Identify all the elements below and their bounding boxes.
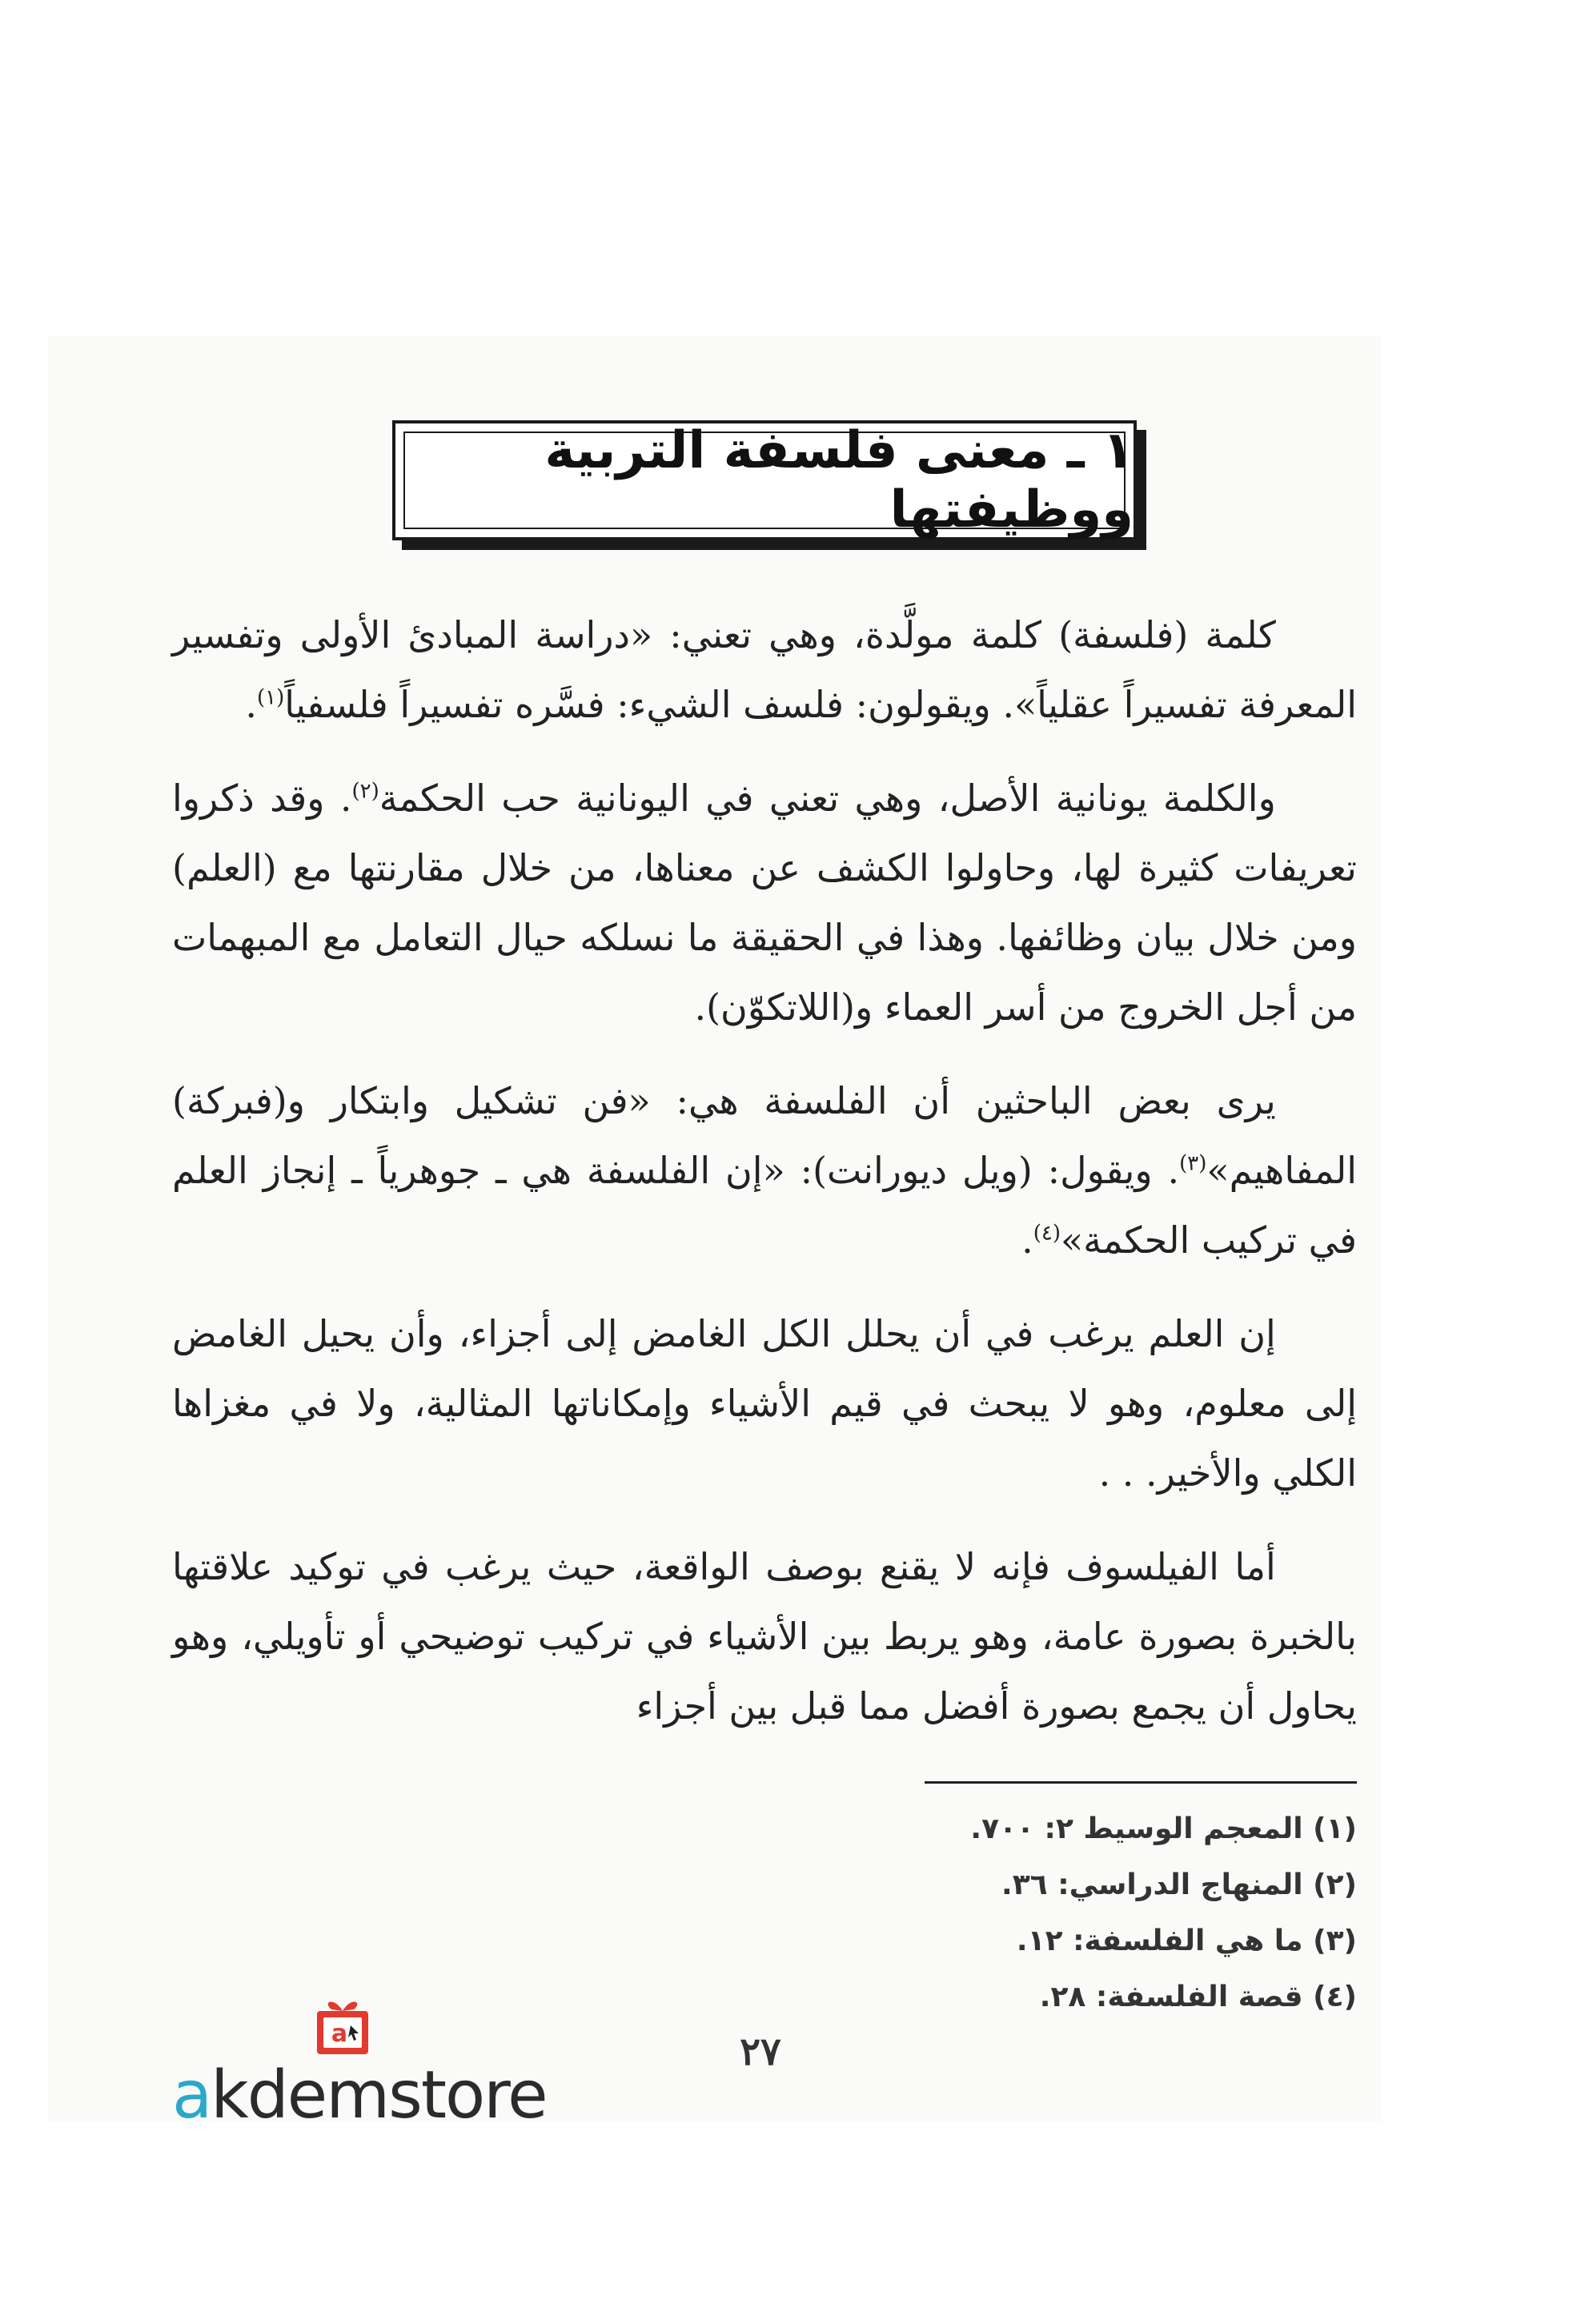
paragraph-4: إن العلم يرغب في أن يحلل الكل الغامض إلى أجزاء، وأن يحيل الغامض إلى معلوم، وهو لا يبحث في قيم الأشياء وإمكاناتها المثالية، ولا في مغزاها الكلي والأخير. . . [172, 1312, 1357, 1495]
footnotes [720, 1801, 1357, 2025]
watermark-logo-text: akdemstore [172, 2057, 547, 2133]
body-text [172, 600, 1357, 1765]
section-heading-box [392, 420, 1137, 540]
footnote-ref-1: (١) [257, 685, 285, 710]
footnote-1: (١) المعجم الوسيط ٢: ٧٠٠. [970, 1812, 1357, 1845]
paragraph-1: كلمة (فلسفة) كلمة مولَّدة، وهي تعني: «دراسة المبادئ الأولى وتفسير المعرفة تفسيراً عقلياً». ويقولون: فلسف الشيء: فسَّره تفسيراً فلسفياً$^{(١)}$. [172, 613, 1357, 726]
paragraph-2: والكلمة يونانية الأصل، وهي تعني في اليونانية حب الحكمة$^{(٢)}$. وقد ذكروا تعريفات كثيرة لها، وحاولوا الكشف عن معناها، من خلال مقارنتها مع (العلم) ومن خلال بيان وظائفها. وهذا في الحقيقة ما نسلكه حيال التعامل مع المبهمات من أجل الخروج من أسر العماء و(اللاتكوّن). [172, 777, 1357, 1029]
footnote-2: (٢) المنهاج الدراسي: ٣٦. [1001, 1868, 1357, 1901]
paragraph-3: يرى بعض الباحثين أن الفلسفة هي: «فن تشكيل وابتكار و(فبركة) المفاهيم»$^{(٣)}$. ويقول: (ويل ديورانت): «إن الفلسفة هي ـ جوهرياً ـ إنجاز العلم في تركيب الحكمة»$^{(٤)}$. [172, 1079, 1357, 1262]
page-number: ٢٧ [740, 2029, 781, 2074]
paragraph-5: أما الفيلسوف فإنه لا يقنع بوصف الواقعة، حيث يرغب في توكيد علاقتها بالخبرة بصورة عامة، وهو يربط بين الأشياء في تركيب توضيحي أو تأويلي، وهو يحاول أن يجمع بصورة أفضل مما قبل بين أجزاء [172, 1545, 1357, 1728]
footnote-divider [925, 1781, 1357, 1784]
footnote-4: (٤) قصة الفلسفة: ٢٨. [1039, 1981, 1357, 2013]
footnote-ref-2: (٢) [351, 779, 379, 804]
footnote-3: (٣) ما هي الفلسفة: ١٢. [1016, 1925, 1357, 1957]
section-heading: ١ ـ معنى فلسفة التربية ووظيفتها [544, 421, 1134, 540]
svg-text:a: a [331, 2020, 348, 2048]
gift-book-icon [311, 1993, 375, 2057]
footnote-ref-3: (٣) [1179, 1151, 1207, 1176]
footnote-ref-4: (٤) [1033, 1221, 1061, 1246]
